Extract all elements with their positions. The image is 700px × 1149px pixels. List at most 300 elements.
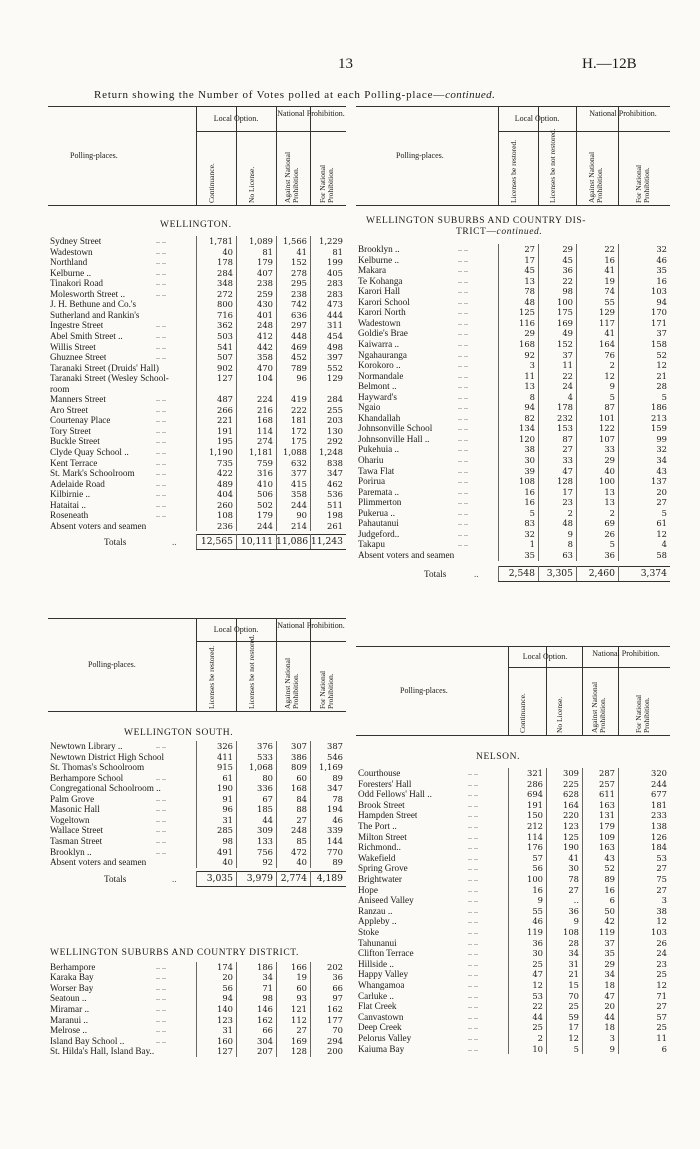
column-rule xyxy=(310,962,311,1057)
totals-column-rule xyxy=(310,871,311,886)
vote-count: 47 xyxy=(604,990,615,1001)
table-row xyxy=(356,863,670,874)
vote-count: 186 xyxy=(651,402,667,413)
polling-place-name: Seatoun .. xyxy=(50,993,87,1004)
vote-count: 152 xyxy=(291,257,307,268)
polling-place-name: Tawa Flat xyxy=(358,465,395,476)
polling-place-name: Flat Creek xyxy=(358,1001,397,1012)
vote-count: 278 xyxy=(291,267,307,278)
table-row xyxy=(356,1022,670,1033)
leader-dots: .. .. xyxy=(468,990,478,1000)
polling-place-name: Palm Grove xyxy=(50,793,95,804)
table-row xyxy=(48,299,346,310)
vote-count: 339 xyxy=(327,825,343,836)
vote-count: 9 xyxy=(537,895,543,906)
vote-count: 407 xyxy=(257,267,273,278)
table-row xyxy=(356,413,670,424)
column-rule xyxy=(196,741,197,868)
vote-count: 78 xyxy=(568,874,579,884)
vote-count: 91 xyxy=(222,793,233,804)
vote-count: 84 xyxy=(296,793,307,804)
polling-place-name: Ngahauranga xyxy=(358,349,407,360)
vote-count: 19 xyxy=(604,275,615,286)
vote-count: 119 xyxy=(527,927,543,937)
leader-dots: .. xyxy=(172,537,177,548)
vote-count: 61 xyxy=(656,518,667,529)
leader-dots: .. .. xyxy=(468,874,478,883)
table-row xyxy=(48,468,346,479)
vote-count: 25 xyxy=(656,1022,667,1033)
polling-place-name: Karori North xyxy=(358,307,406,318)
vote-count: 57 xyxy=(532,852,543,863)
totals-label: Totals xyxy=(424,568,447,579)
vote-count: 2 xyxy=(609,360,615,371)
vote-count: 411 xyxy=(217,751,233,762)
table-row xyxy=(48,1046,346,1057)
section-title-nelson: NELSON. xyxy=(476,752,521,762)
vote-count: 194 xyxy=(327,804,343,815)
table-row xyxy=(48,247,346,258)
polling-place-name: Aro Street xyxy=(50,404,89,415)
vote-count: 677 xyxy=(651,789,667,800)
vote-count: 92 xyxy=(262,857,273,868)
vote-count: 186 xyxy=(257,961,273,972)
polling-place-name: Adelaide Road xyxy=(50,478,105,489)
table-row xyxy=(48,847,346,858)
polling-place-name: Clyde Quay School .. xyxy=(50,447,129,457)
leader-dots: .. .. xyxy=(156,288,166,298)
polling-place-name: Ranzau .. xyxy=(358,905,393,916)
vote-count: 46 xyxy=(656,254,667,265)
polling-place-name: room xyxy=(50,383,70,394)
polling-place-name: Congregational Schoolroom .. xyxy=(50,783,161,794)
vote-count: 38 xyxy=(524,444,535,455)
polling-place-name: Kaiuma Bay xyxy=(358,1043,405,1054)
leader-dots: .. .. xyxy=(458,486,468,496)
vote-count: 22 xyxy=(532,1001,543,1012)
vote-count: 287 xyxy=(599,768,615,778)
vote-count: 25 xyxy=(532,958,543,969)
vote-count: 103 xyxy=(651,286,667,297)
vote-count: 49 xyxy=(562,328,573,339)
leader-dots: .. .. xyxy=(468,980,478,989)
vote-count: 25 xyxy=(568,1001,579,1012)
table-row xyxy=(48,794,346,805)
polling-place-name: Porirua xyxy=(358,476,386,487)
vote-count: 96 xyxy=(296,373,307,384)
vote-count: 42 xyxy=(604,916,615,927)
vote-count: 120 xyxy=(519,433,535,444)
leader-dots: .. .. xyxy=(458,244,468,253)
table-row xyxy=(356,550,670,561)
vote-count: 3 xyxy=(529,360,535,371)
vote-count: 9 xyxy=(567,528,573,539)
vote-count: 46 xyxy=(532,916,543,927)
polling-place-name: Canvastown xyxy=(358,1011,404,1022)
vote-count: 1,088 xyxy=(283,447,307,457)
totals-column-rule xyxy=(538,566,539,581)
table-row xyxy=(356,286,670,297)
totals-value: 10,111 xyxy=(240,536,273,548)
vote-count: 44 xyxy=(604,1011,615,1022)
leader-dots: .. .. xyxy=(458,265,468,275)
vote-count: 259 xyxy=(257,288,273,299)
polling-place-name: Pukehuia .. xyxy=(358,444,400,455)
vote-count: 185 xyxy=(257,804,273,815)
table-row xyxy=(48,289,346,300)
vote-count: 32 xyxy=(656,444,667,455)
leader-dots: .. .. xyxy=(156,510,166,520)
polling-place-name: Pahautanui xyxy=(358,518,399,529)
table-header xyxy=(48,618,346,712)
vote-count: 4 xyxy=(567,391,573,402)
leader-dots: .. .. xyxy=(458,317,468,327)
column-rule xyxy=(236,962,237,1057)
leader-dots: .. .. xyxy=(156,982,166,992)
vote-count: 502 xyxy=(257,499,273,510)
leader-dots: .. .. xyxy=(156,1025,166,1035)
vote-count: 507 xyxy=(217,352,233,363)
leader-dots: .. .. xyxy=(468,768,478,777)
polling-place-name: Makara xyxy=(358,265,387,276)
vote-count: 611 xyxy=(599,789,615,800)
table-row xyxy=(356,381,670,392)
table-row xyxy=(48,278,346,289)
leader-dots: .. .. xyxy=(468,948,478,958)
polling-place-name: Whangamoa xyxy=(358,980,405,990)
leader-dots: .. .. xyxy=(468,1022,478,1032)
vote-count: 222 xyxy=(291,404,307,415)
vote-count: 22 xyxy=(562,370,573,381)
vote-count: 224 xyxy=(257,394,273,405)
leader-dots: .. .. xyxy=(458,338,468,348)
vote-count: 533 xyxy=(257,751,273,762)
totals-column-rule xyxy=(276,534,277,549)
leader-dots: .. .. xyxy=(156,352,166,362)
header-col-against: Against National Prohibition. xyxy=(590,681,607,733)
vote-count: 36 xyxy=(604,549,615,560)
vote-count: 41 xyxy=(568,852,579,863)
header-col-licenses-not-restored: Licenses be not restored. xyxy=(247,634,256,709)
vote-count: 177 xyxy=(327,1014,343,1025)
section-title-suburbs-continued-line2 xyxy=(456,227,542,237)
header-national-prohibition: National Prohibition. xyxy=(592,649,660,658)
leader-dots: .. .. xyxy=(156,447,166,456)
polling-place-name: Newtown Library .. xyxy=(50,741,123,751)
vote-count: 283 xyxy=(327,288,343,299)
leader-dots: .. .. xyxy=(458,286,468,296)
leader-dots: .. .. xyxy=(156,972,166,982)
leader-dots: .. .. xyxy=(468,1033,478,1042)
header-col-for: For National Prohibition. xyxy=(318,670,335,709)
table-row xyxy=(356,402,670,413)
leader-dots: .. .. xyxy=(468,895,478,905)
vote-count: 387 xyxy=(327,741,343,751)
column-rule xyxy=(618,768,619,1054)
header-column-rule xyxy=(618,647,619,735)
vote-count: 347 xyxy=(327,783,343,794)
vote-count: 59 xyxy=(568,1011,579,1022)
vote-count: 244 xyxy=(257,520,273,531)
leader-dots: .. .. xyxy=(458,465,468,475)
table-row xyxy=(48,415,346,426)
leader-dots: .. .. xyxy=(156,330,166,340)
table-row xyxy=(48,521,346,532)
vote-count: 221 xyxy=(217,415,233,426)
leader-dots: .. .. xyxy=(458,518,468,528)
vote-count: 469 xyxy=(291,341,307,352)
vote-count: 285 xyxy=(217,825,233,836)
vote-count: 190 xyxy=(217,783,233,794)
table-row xyxy=(48,1025,346,1036)
vote-count: 168 xyxy=(257,415,273,426)
vote-count: 260 xyxy=(217,499,233,510)
vote-count: 491 xyxy=(217,846,233,857)
vote-count: 175 xyxy=(557,307,573,318)
polling-place-name: Wadestown xyxy=(50,246,93,257)
page-heading xyxy=(94,89,654,101)
vote-count: 546 xyxy=(327,751,343,762)
polling-place-name: Judgeford.. xyxy=(358,528,400,539)
vote-count: 40 xyxy=(222,857,233,868)
vote-count: 27 xyxy=(296,1025,307,1036)
vote-count: 36 xyxy=(532,937,543,948)
table-row xyxy=(356,307,670,318)
table-row xyxy=(48,268,346,279)
table-row xyxy=(48,236,346,247)
vote-count: 35 xyxy=(656,265,667,276)
vote-count: 85 xyxy=(296,835,307,846)
header-column-rule xyxy=(576,107,577,205)
totals-label: Totals xyxy=(104,873,127,884)
vote-count: 98 xyxy=(222,835,233,846)
table-row xyxy=(356,339,670,350)
leader-dots: .. .. xyxy=(156,415,166,425)
table-row xyxy=(48,342,346,353)
vote-count: 9 xyxy=(609,381,615,392)
vote-count: 12 xyxy=(656,528,667,539)
table-row xyxy=(48,394,346,405)
header-group-rule xyxy=(508,667,670,668)
header-national-prohibition: National Prohibition. xyxy=(589,109,657,118)
vote-count: 191 xyxy=(527,799,543,810)
vote-count: 404 xyxy=(217,489,233,500)
header-col-licenses-not-restored: Licenses be not restored. xyxy=(548,128,557,203)
table-row xyxy=(48,320,346,331)
vote-count: 1 xyxy=(529,539,535,550)
table-row xyxy=(48,500,346,511)
leader-dots: .. .. xyxy=(468,1043,478,1053)
vote-count: 146 xyxy=(257,1003,273,1014)
vote-count: 36 xyxy=(568,905,579,916)
vote-count: 53 xyxy=(656,852,667,863)
vote-count: 16 xyxy=(532,884,543,895)
vote-count: 168 xyxy=(291,783,307,794)
vote-count: 16 xyxy=(604,884,615,895)
totals-column-rule xyxy=(310,534,311,549)
vote-count: 50 xyxy=(604,905,615,916)
vote-count: 17 xyxy=(562,486,573,497)
totals-value: 11,086 xyxy=(276,536,309,548)
totals-column-rule xyxy=(576,566,577,581)
vote-count: 2 xyxy=(609,507,615,518)
vote-count: 23 xyxy=(656,958,667,969)
vote-count: 48 xyxy=(562,518,573,529)
polling-place-name: Karaka Bay xyxy=(50,972,94,983)
column-rule xyxy=(538,244,539,561)
column-rule xyxy=(498,244,499,561)
table-row xyxy=(48,373,346,384)
column-rule xyxy=(618,244,619,561)
vote-count: 6 xyxy=(661,1043,667,1054)
vote-count: 74 xyxy=(604,286,615,297)
table-row xyxy=(356,455,670,466)
vote-count: 552 xyxy=(327,362,343,373)
vote-count: 52 xyxy=(656,349,667,360)
vote-count: 454 xyxy=(327,330,343,341)
vote-count: 44 xyxy=(532,1011,543,1022)
vote-count: 30 xyxy=(568,863,579,874)
vote-count: 129 xyxy=(327,373,343,384)
leader-dots: .. .. xyxy=(156,804,166,814)
polling-place-name: Khandallah xyxy=(358,412,401,423)
table-row xyxy=(356,328,670,339)
polling-place-name: Island Bay School .. xyxy=(50,1035,125,1046)
vote-count: 26 xyxy=(656,937,667,948)
vote-count: 444 xyxy=(327,309,343,320)
vote-count: 164 xyxy=(599,338,615,349)
leader-dots: .. .. xyxy=(458,370,468,380)
vote-count: 1,566 xyxy=(283,236,307,246)
polling-place-name: Ingestre Street xyxy=(50,320,104,331)
totals-value: 2,460 xyxy=(588,567,615,579)
leader-dots: .. xyxy=(172,873,177,884)
vote-count: 55 xyxy=(532,905,543,916)
polling-place-name: Buckle Street xyxy=(50,436,100,447)
vote-count: 178 xyxy=(217,257,233,268)
table-row xyxy=(48,363,346,374)
vote-count: 8 xyxy=(529,391,535,402)
polling-place-name: Ohariu xyxy=(358,455,384,465)
leader-dots: .. .. xyxy=(156,993,166,1003)
vote-count: 44 xyxy=(262,814,273,825)
section-title-suburbs-continued: WELLINGTON SUBURBS AND COUNTRY DIS- xyxy=(366,216,586,226)
polling-place-name: Wakefield xyxy=(358,852,396,863)
vote-count: 15 xyxy=(568,980,579,990)
vote-count: 789 xyxy=(291,362,307,373)
vote-count: 16 xyxy=(604,254,615,265)
table-row xyxy=(356,810,670,821)
polling-place-name: Wallace Street xyxy=(50,825,104,836)
polling-place-name: Kelburne .. xyxy=(358,254,400,265)
vote-count: 284 xyxy=(217,267,233,278)
vote-count: 78 xyxy=(332,793,343,804)
table-row xyxy=(356,434,670,445)
header-local-option: Local Option. xyxy=(514,114,560,123)
vote-count: 23 xyxy=(562,497,573,508)
table-row xyxy=(356,916,670,927)
table-row xyxy=(356,255,670,266)
vote-count: 43 xyxy=(604,852,615,863)
vote-count: 163 xyxy=(599,842,615,853)
table-row xyxy=(48,436,346,447)
vote-count: 309 xyxy=(257,825,273,836)
leader-dots: .. .. xyxy=(156,793,166,803)
vote-count: 307 xyxy=(291,741,307,751)
vote-count: 311 xyxy=(327,320,343,331)
vote-count: 45 xyxy=(562,254,573,265)
header-col-for: For National Prohibition. xyxy=(634,164,651,203)
leader-dots: .. .. xyxy=(468,863,478,873)
vote-count: 125 xyxy=(519,307,535,318)
vote-count: 27 xyxy=(524,244,535,254)
polling-place-name: Normandale xyxy=(358,370,404,381)
polling-place-name: Absent voters and seamen xyxy=(50,520,147,531)
vote-count: 163 xyxy=(599,799,615,810)
leader-dots: .. .. xyxy=(156,278,166,288)
polling-place-name: Brooklyn .. xyxy=(358,244,400,254)
vote-count: 16 xyxy=(656,275,667,286)
vote-count: 184 xyxy=(651,842,667,853)
vote-count: 160 xyxy=(217,1035,233,1046)
totals-bottom-rule xyxy=(498,581,670,582)
header-local-option: Local Option. xyxy=(522,652,568,661)
vote-count: 41 xyxy=(604,265,615,276)
table-row xyxy=(356,885,670,896)
polling-place-name: Hataitai .. xyxy=(50,499,86,510)
vote-count: 38 xyxy=(656,905,667,916)
table-row xyxy=(48,405,346,416)
vote-count: 195 xyxy=(217,436,233,447)
vote-count: 236 xyxy=(217,520,233,531)
vote-count: 309 xyxy=(563,768,579,778)
vote-count: 169 xyxy=(557,317,573,328)
header-col-licenses-restored: Licenses be restored. xyxy=(509,139,518,203)
table-row xyxy=(48,458,346,469)
vote-count: 412 xyxy=(257,330,273,341)
vote-count: 58 xyxy=(656,549,667,560)
table-row xyxy=(356,969,670,980)
vote-count: 176 xyxy=(527,842,543,853)
vote-count: 22 xyxy=(604,244,615,254)
header-polling-places: Polling-places. xyxy=(70,151,118,160)
polling-place-name: Spring Grove xyxy=(358,863,408,874)
polling-place-name: Berhampore School xyxy=(50,772,124,783)
vote-count: 20 xyxy=(656,486,667,497)
vote-count: 2 xyxy=(537,1033,543,1043)
vote-count: 108 xyxy=(563,927,579,937)
vote-count: 60 xyxy=(296,772,307,783)
vote-count: 442 xyxy=(257,341,273,352)
vote-count: 5 xyxy=(573,1043,579,1054)
table-row xyxy=(356,476,670,487)
vote-count: 261 xyxy=(327,520,343,531)
vote-count: 31 xyxy=(222,814,233,825)
vote-count: 48 xyxy=(524,296,535,307)
leader-dots: .. .. xyxy=(458,539,468,549)
table-row xyxy=(356,392,670,403)
polling-place-name: Worser Bay xyxy=(50,982,94,993)
vote-count: 87 xyxy=(604,402,615,413)
table-row xyxy=(48,257,346,268)
leader-dots: .. .. xyxy=(156,814,166,824)
leader-dots: .. .. xyxy=(468,810,478,820)
vote-count: 81 xyxy=(332,246,343,257)
leader-dots: .. .. xyxy=(156,468,166,478)
leader-dots: .. .. xyxy=(156,394,166,404)
leader-dots: .. .. xyxy=(458,497,468,507)
vote-count: 174 xyxy=(217,961,233,972)
